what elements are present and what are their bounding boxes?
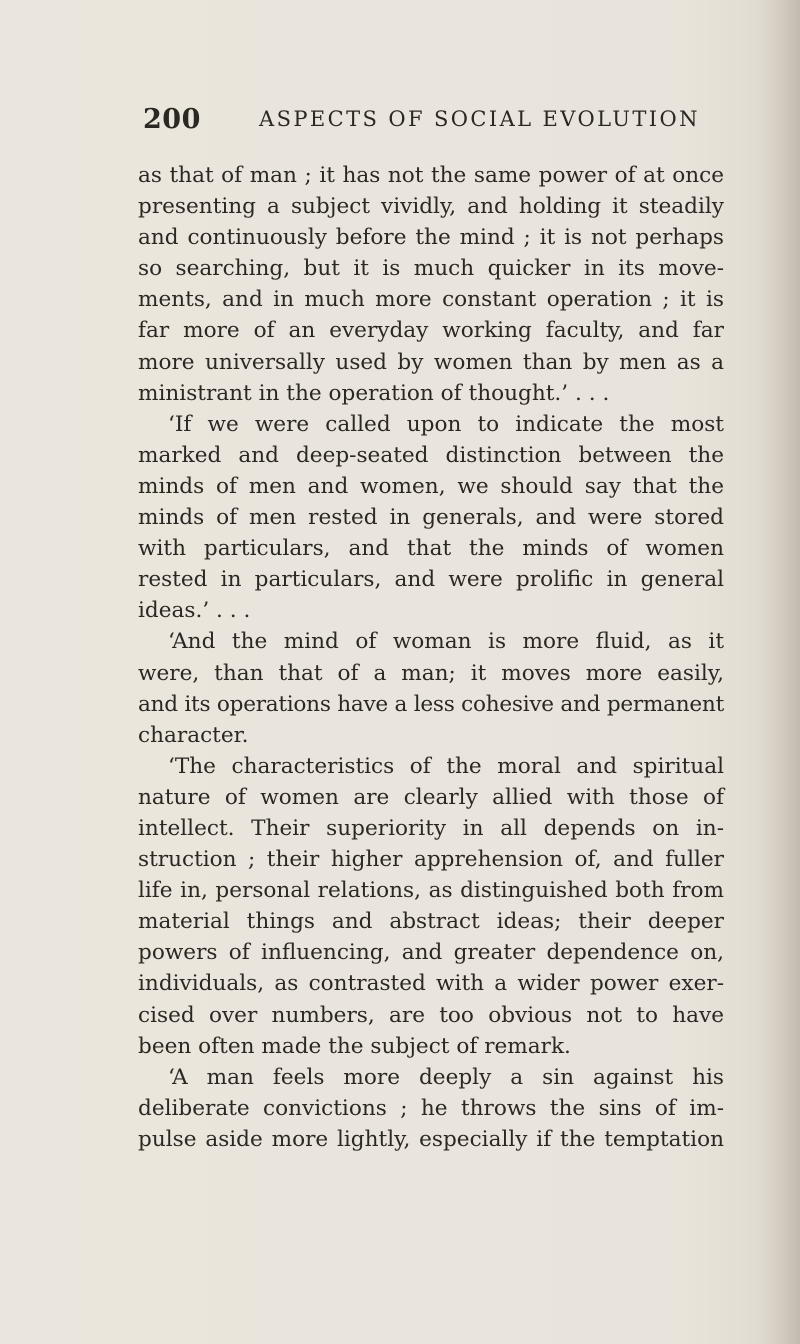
text-line: material things and abstract ideas; their deeper	[138, 909, 724, 935]
text-line: with particulars, and that the minds of women	[138, 536, 724, 562]
paragraph	[138, 409, 724, 627]
text-line: were, than that of a man; it moves more easily,	[138, 660, 724, 686]
text-line: presenting a subject vividly, and holding it steadily	[138, 194, 724, 220]
page-edge-shadow	[760, 0, 800, 1344]
running-title: ASPECTS OF SOCIAL EVOLUTION	[259, 107, 700, 131]
text-line: more universally used by women than by men as a	[138, 349, 724, 375]
text-line: as that of man ; it has not the same power of at once	[138, 163, 724, 188]
paragraph	[138, 626, 724, 750]
page-number: 200	[143, 104, 201, 135]
text-line: marked and deep-seated distinction between the	[138, 442, 724, 468]
text-line: and continuously before the mind ; it is not perhaps	[138, 225, 724, 251]
text-line: ‘A man feels more deeply a sin against his	[168, 1064, 724, 1090]
text-line: ‘The characteristics of the moral and spiritual	[168, 753, 724, 779]
text-line: ‘And the mind of woman is more fluid, as it	[168, 629, 724, 655]
text-line: minds of men rested in generals, and were stored	[138, 505, 724, 531]
text-line: rested in particulars, and were prolific in general	[138, 567, 724, 593]
text-line: far more of an everyday working faculty, and far	[138, 318, 724, 344]
page-header	[143, 104, 725, 140]
text-line: individuals, as contrasted with a wider power exer-	[138, 971, 724, 997]
text-line: cised over numbers, are too obvious not to have	[138, 1002, 724, 1028]
text-line: struction ; their higher apprehension of, and fuller	[138, 847, 724, 873]
text-line: ments, and in much more constant operation ; it is	[138, 287, 724, 313]
body-text	[138, 160, 724, 1155]
text-line: ‘If we were called upon to indicate the most	[168, 411, 724, 437]
paragraph	[138, 160, 724, 409]
text-line: pulse aside more lightly, especially if the temptation	[138, 1126, 724, 1152]
text-line: deliberate convictions ; he throws the sins of im-	[138, 1095, 724, 1121]
paragraph	[138, 1062, 724, 1155]
text-line: powers of influencing, and greater dependence on,	[138, 940, 724, 966]
text-line: character.	[138, 722, 249, 748]
text-line: life in, personal relations, as distinguished both from	[138, 878, 724, 904]
text-line: intellect. Their superiority in all depends on in-	[138, 815, 724, 841]
text-line: ideas.’ . . .	[138, 598, 251, 624]
text-line: been often made the subject of remark.	[138, 1033, 571, 1059]
text-line: minds of men and women, we should say that the	[138, 473, 724, 499]
paragraph	[138, 751, 724, 1062]
text-line: ministrant in the operation of thought.’ . . .	[138, 380, 610, 406]
text-line: so searching, but it is much quicker in its move-	[138, 256, 724, 282]
text-line: nature of women are clearly allied with those of	[138, 784, 724, 810]
text-line: and its operations have a less cohesive and permanent	[138, 691, 724, 717]
